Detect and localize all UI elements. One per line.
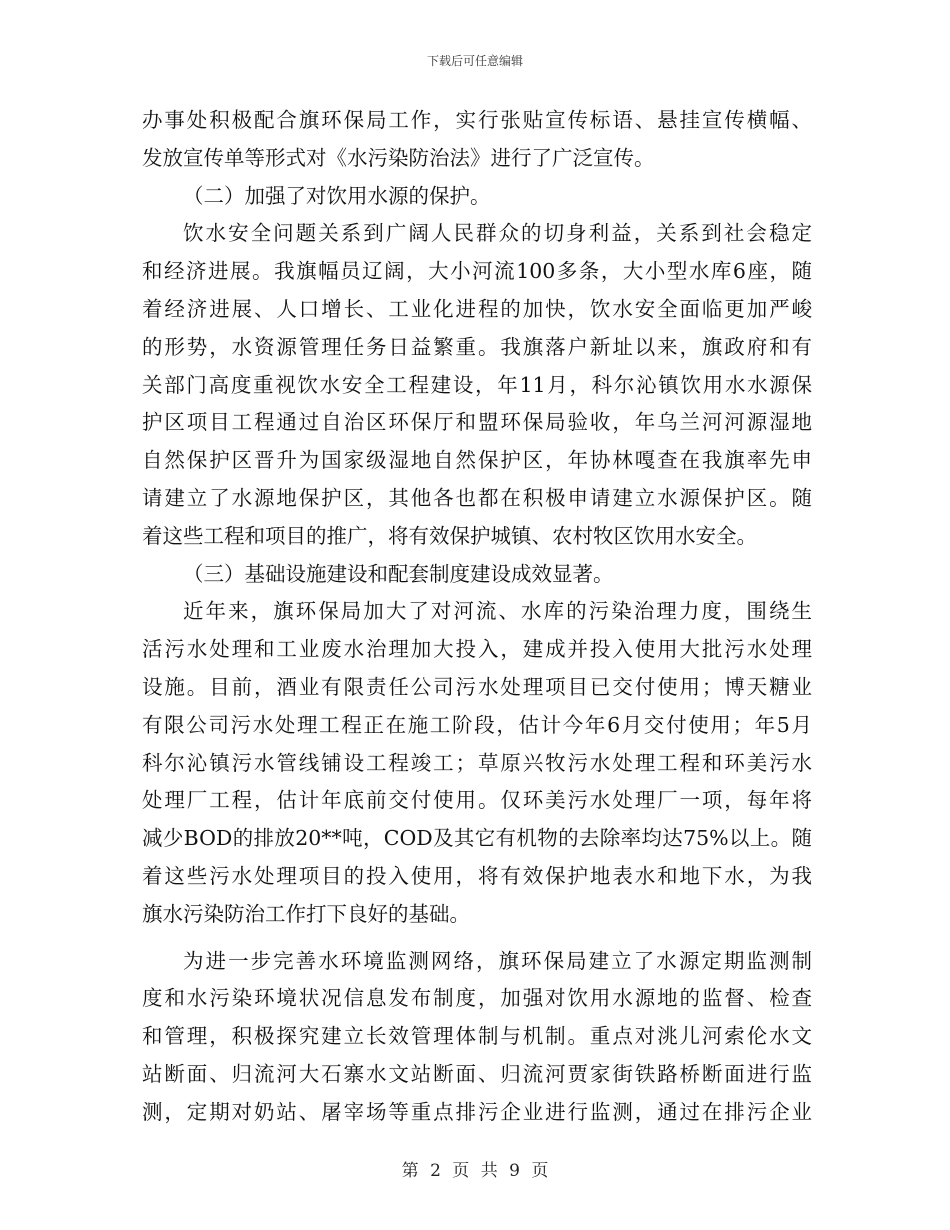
text-line: 为进一步完善水环境监测网络，旗环保局建立了水源定期监测制 bbox=[183, 948, 812, 973]
text-line: 旗水污染防治工作打下良好的基础。 bbox=[142, 901, 470, 926]
text-line: 办事处积极配合旗环保局工作，实行张贴宣传标语、悬挂宣传横幅、 bbox=[142, 108, 812, 132]
text-line: 近年来，旗环保局加大了对河流、水库的污染治理力度，围绕生 bbox=[183, 599, 812, 624]
text-line: 饮水安全问题关系到广阔人民群众的切身利益，关系到社会稳定 bbox=[183, 221, 812, 246]
text-line: 测，定期对奶站、屠宰场等重点排污企业进行监测，通过在排污企业 bbox=[142, 1099, 812, 1124]
section-heading: （三）基础设施建设和配套制度建设成效显著。 bbox=[183, 561, 614, 586]
text-line: 护区项目工程通过自治区环保厅和盟环保局验收，年乌兰河河源湿地 bbox=[142, 410, 812, 435]
text-line: 的形势，水资源管理任务日益繁重。我旗落户新址以来，旗政府和有 bbox=[142, 334, 812, 359]
text-line: 和经济进展。我旗幅员辽阔，大小河流100多条，大小型水库6座，随 bbox=[142, 259, 812, 284]
text-line: 自然保护区晋升为国家级湿地自然保护区，年协林嘎查在我旗率先申 bbox=[142, 448, 812, 473]
text-line: 请建立了水源地保护区，其他各也都在积极申请建立水源保护区。随 bbox=[142, 485, 812, 510]
text-line: 度和水污染环境状况信息发布制度，加强对饮用水源地的监督、检查 bbox=[142, 986, 812, 1011]
text-line: 减少BOD的排放20**吨，COD及其它有机物的去除率均达75%以上。随 bbox=[142, 826, 812, 851]
text-line: 着这些工程和项目的推广，将有效保护城镇、农村牧区饮用水安全。 bbox=[142, 523, 757, 548]
text-line: 科尔沁镇污水管线铺设工程竣工；草原兴牧污水处理工程和环美污水 bbox=[142, 750, 812, 775]
text-line: 活污水处理和工业废水治理加大投入，建成并投入使用大批污水处理 bbox=[142, 637, 812, 662]
text-line: 着经济进展、人口增长、工业化进程的加快，饮水安全面临更加严峻 bbox=[142, 296, 812, 321]
text-line: 着这些污水处理项目的投入使用，将有效保护地表水和地下水，为我 bbox=[142, 863, 812, 888]
section-heading: （二）加强了对饮用水源的保护。 bbox=[183, 183, 491, 208]
text-line: 站断面、归流河大石寨水文站断面、归流河贾家街铁路桥断面进行监 bbox=[142, 1061, 812, 1086]
document-body bbox=[142, 102, 812, 1132]
text-line: 发放宣传单等形式对《水污染防治法》进行了广泛宣传。 bbox=[142, 145, 655, 170]
text-line: 关部门高度重视饮水安全工程建设，年11月，科尔沁镇饮用水水源保 bbox=[142, 372, 812, 397]
text-line: 设施。目前，酒业有限责任公司污水处理项目已交付使用；博天糖业 bbox=[142, 674, 812, 699]
text-line: 有限公司污水处理工程正在施工阶段，估计今年6月交付使用；年5月 bbox=[142, 712, 812, 737]
page-number: 第 2 页 共 9 页 bbox=[401, 1161, 549, 1181]
page-header: 下载后可任意编辑 bbox=[426, 54, 523, 68]
text-line: 处理厂工程，估计年底前交付使用。仅环美污水处理厂一项，每年将 bbox=[142, 788, 812, 813]
text-line: 和管理，积极探究建立长效管理体制与机制。重点对洮儿河索伦水文 bbox=[142, 1024, 812, 1049]
paragraph-gap bbox=[142, 934, 812, 943]
